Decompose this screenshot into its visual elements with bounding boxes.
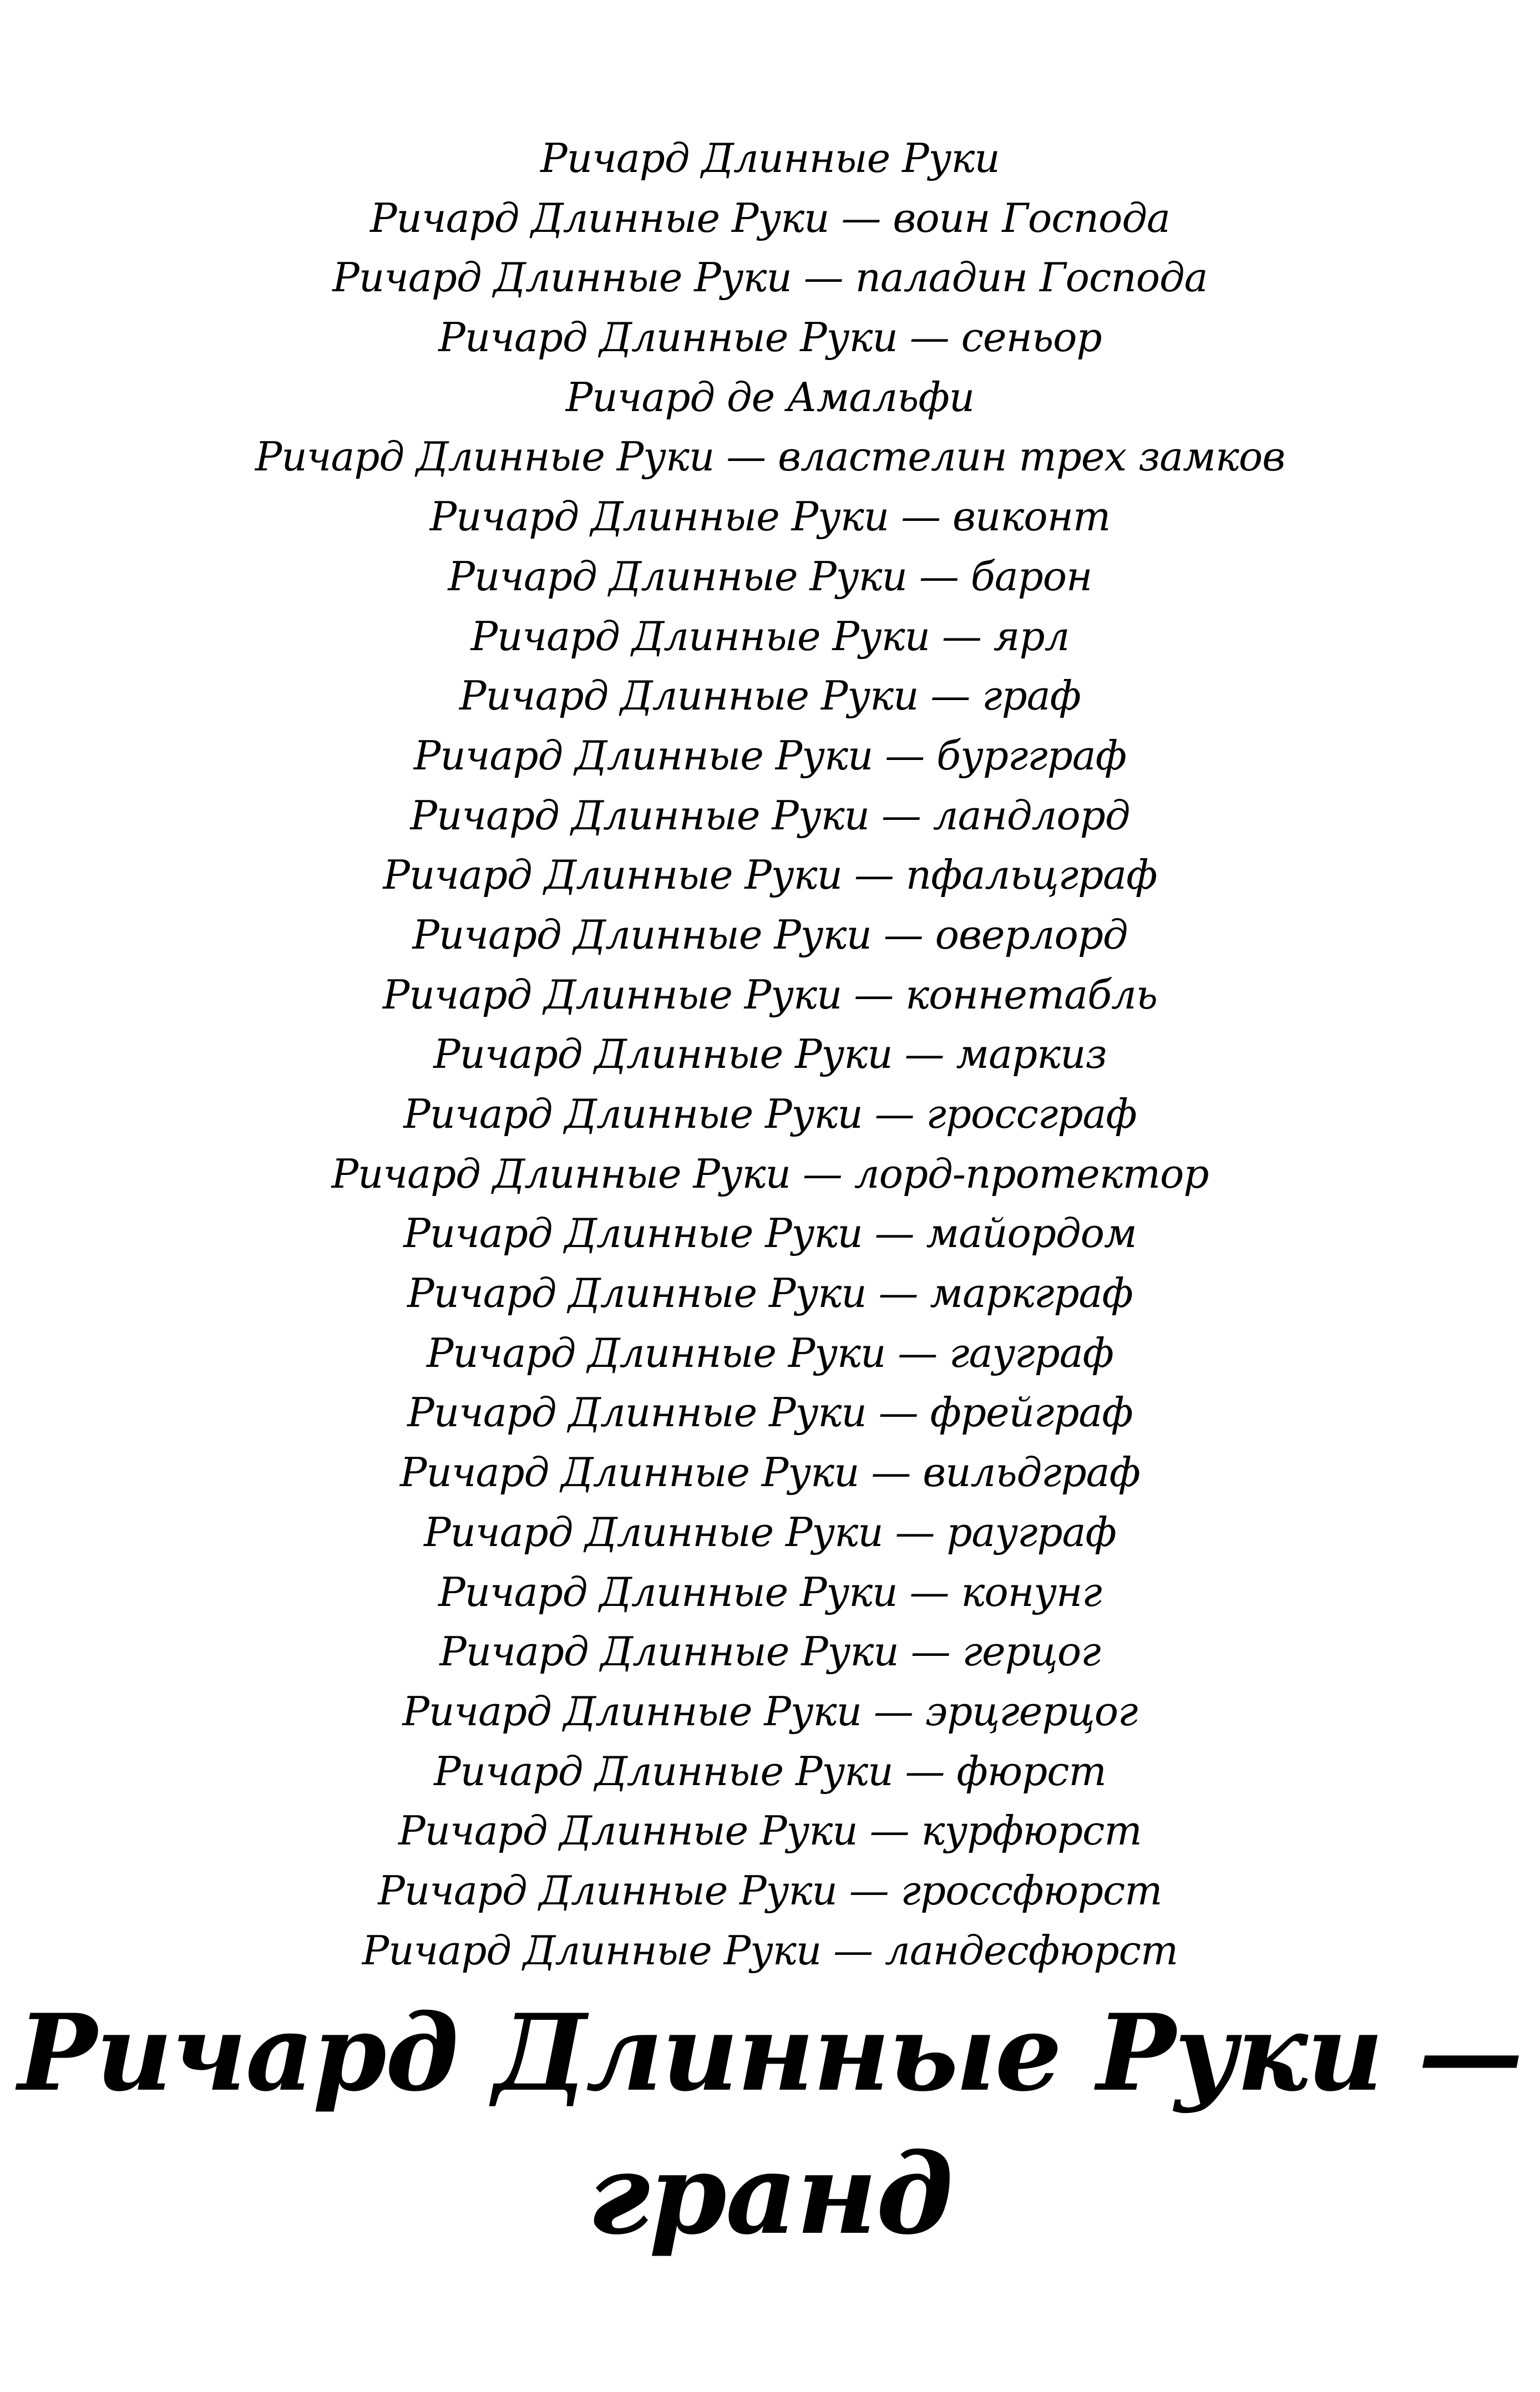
series-title-item: Ричард Длинные Руки — бургграф [413,732,1127,779]
series-title-item: Ричард Длинные Руки — вильдграф [400,1449,1140,1496]
series-title-item: Ричард Длинные Руки — паладин Господа [332,254,1208,301]
series-title-item: Ричард Длинные Руки — гроссграф [403,1091,1137,1137]
series-title-item: Ричард Длинные Руки — ландлорд [410,792,1130,839]
series-titles-list [0,129,1540,1980]
series-title-item: Ричард Длинные Руки — гауграф [426,1329,1114,1376]
main-book-title [0,1984,1540,2267]
series-title-item: Ричард Длинные Руки — фрейграф [407,1389,1133,1436]
series-title-item: Ричард Длинные Руки — конунг [438,1568,1102,1615]
series-title-item: Ричард Длинные Руки — коннетабль [382,971,1158,1018]
series-title-item: Ричард Длинные Руки — герцог [439,1628,1101,1675]
series-title-item: Ричард Длинные Руки [540,135,1000,181]
series-title-item: Ричард Длинные Руки — ландесфюрст [362,1927,1178,1974]
series-title-item: Ричард Длинные Руки — рауграф [424,1508,1116,1555]
series-title-item: Ричард Длинные Руки — властелин трех замков [255,433,1285,480]
series-title-item: Ричард Длинные Руки — оверлорд [412,911,1128,958]
series-title-item: Ричард Длинные Руки — фюрст [434,1747,1106,1795]
series-title-item: Ричард Длинные Руки — сеньор [438,314,1102,361]
series-title-item: Ричард Длинные Руки — майордом [403,1210,1137,1257]
series-title-item: Ричард Длинные Руки — пфальцграф [383,852,1157,899]
series-title-item: Ричард Длинные Руки — курфюрст [398,1807,1142,1854]
series-title-item: Ричард Длинные Руки — граф [459,672,1081,719]
series-title-item: Ричард Длинные Руки — гроссфюрст [378,1867,1162,1914]
series-title-item: Ричард Длинные Руки — эрцгерцог [402,1687,1138,1735]
main-title-line-2: гранд [587,2129,953,2260]
series-title-item: Ричард Длинные Руки — барон [448,553,1092,600]
series-title-item: Ричард Длинные Руки — ярл [470,612,1070,660]
series-title-item: Ричард Длинные Руки — маркиз [433,1031,1107,1078]
series-title-item: Ричард Длинные Руки — маркграф [407,1270,1133,1317]
series-title-item: Ричард де Амальфи [565,373,975,420]
series-title-item: Ричард Длинные Руки — виконт [429,493,1111,540]
series-title-item: Ричард Длинные Руки — воин Господа [370,194,1170,241]
main-title-line-1: Ричард Длинные Руки — [18,1991,1522,2115]
series-title-item: Ричард Длинные Руки — лорд-протектор [331,1150,1209,1197]
